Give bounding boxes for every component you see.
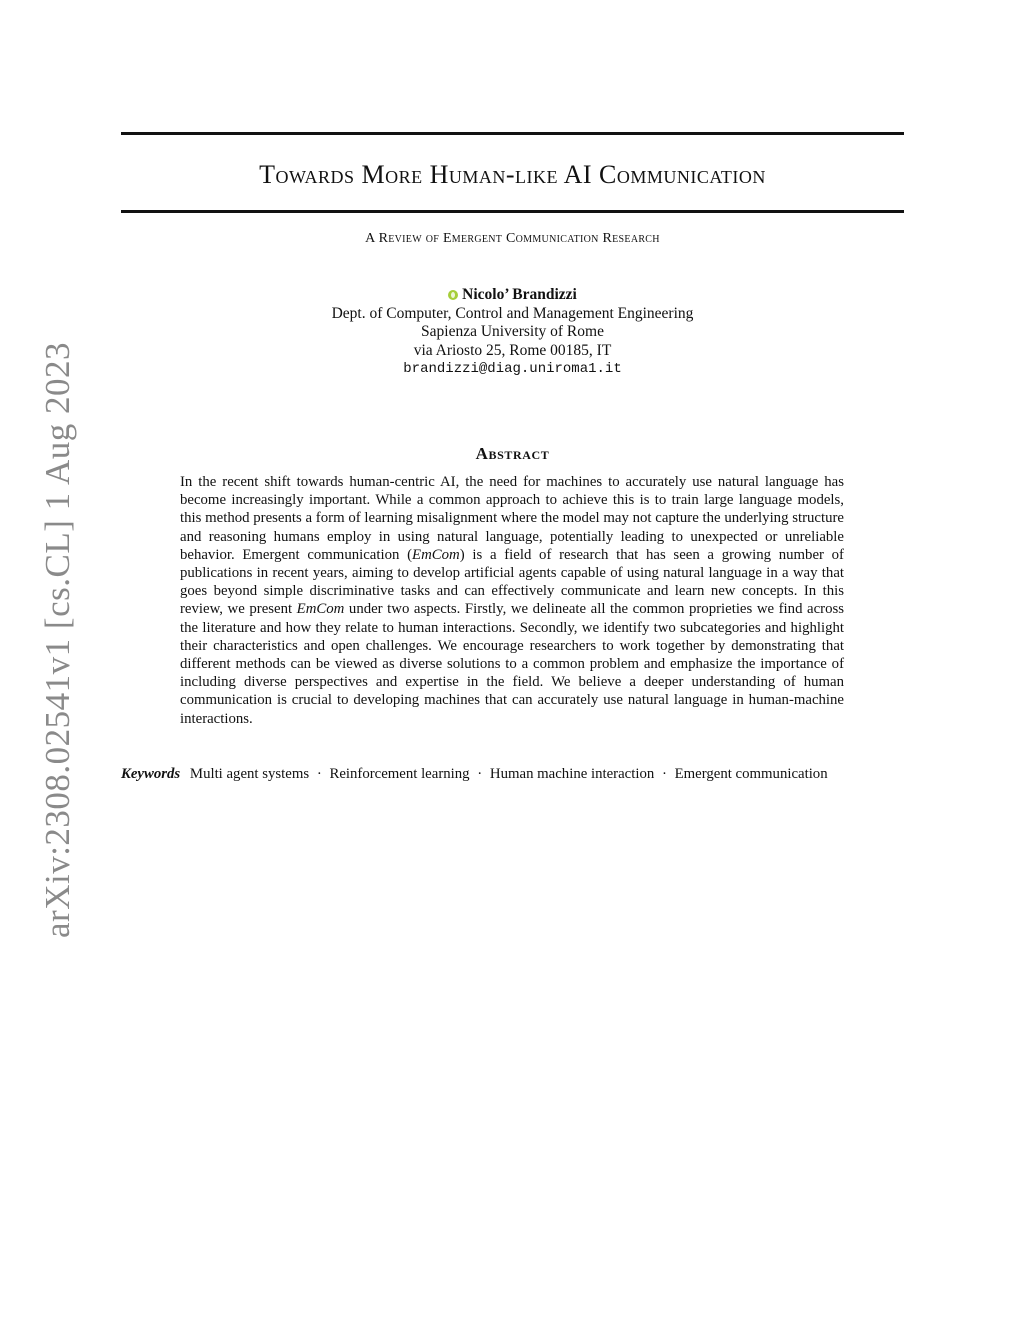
affiliation-department: Dept. of Computer, Control and Management Engineering xyxy=(331,304,694,322)
keyword-item: Multi agent systems xyxy=(189,766,310,782)
abstract-heading: Abstract xyxy=(475,444,550,463)
paper-subtitle: A Review of Emergent Communication Research xyxy=(365,231,660,246)
keyword-separator: · xyxy=(316,766,322,782)
affiliation-address: via Ariosto 25, Rome 00185, IT xyxy=(413,341,612,359)
keywords-label: Keywords xyxy=(121,766,181,782)
abstract-emcom-term-2: EmCom xyxy=(296,601,345,618)
title-top-rule xyxy=(121,132,904,135)
paper-title: Towards More Human-like AI Communication xyxy=(259,160,766,189)
abstract-emcom-term-1: EmCom xyxy=(412,546,460,563)
title-bottom-rule xyxy=(121,210,904,213)
keyword-item: Reinforcement learning xyxy=(329,766,470,782)
keyword-item: Human machine interaction xyxy=(489,766,655,782)
affiliation-university: Sapienza University of Rome xyxy=(421,323,604,340)
keyword-item: Emergent communication xyxy=(674,766,828,782)
author-block xyxy=(121,286,904,379)
abstract-text-part-3: under two aspects. Firstly, we delineate all the common proprieties we find across the literature and how they relate to human interactions. Secondly, we identify two subcategories and highlight their characteristics and open challenges. We encourage researchers to work together by demonstrating that different methods can be viewed as diverse solutions to a common problem and emphasize the importance of including diverse perspectives and expertise in the field. We believe a deeper understanding of human communication is crucial to developing machines that can accurately use natural language in human-machine interactions. xyxy=(180,601,845,727)
arxiv-stamp: arXiv:2308.02541v1 [cs.CL] 1 Aug 2023 xyxy=(38,342,77,938)
author-email[interactable]: brandizzi@diag.uniroma1.it xyxy=(403,361,622,377)
author-line xyxy=(121,286,904,305)
keywords-line xyxy=(121,766,904,783)
abstract-text-part-1: In the recent shift towards human-centric AI, the need for machines to accurately use natural language has become increasingly important. While a common approach to achieve this is to train large language models, this method presents a form of learning misalignment where the model may not capture the underlying structure and reasoning humans employ in using natural language, potentially leading to unexpected or unreliable behavior. Emergent communication ( xyxy=(180,474,844,563)
keyword-separator: · xyxy=(661,766,667,782)
abstract-body xyxy=(180,473,844,728)
keyword-separator: · xyxy=(477,766,483,782)
author-name: Nicolo’ Brandizzi xyxy=(462,286,577,303)
orcid-icon[interactable] xyxy=(448,290,458,300)
abstract-text-part-2: ) is a field of research that has seen a growing number of publications in recent years, aiming to develop artificial agents capable of using natural language in a way that goes beyond simple discriminative tasks and can effectively communicate and learn new concepts. In this review, we present xyxy=(180,546,844,618)
